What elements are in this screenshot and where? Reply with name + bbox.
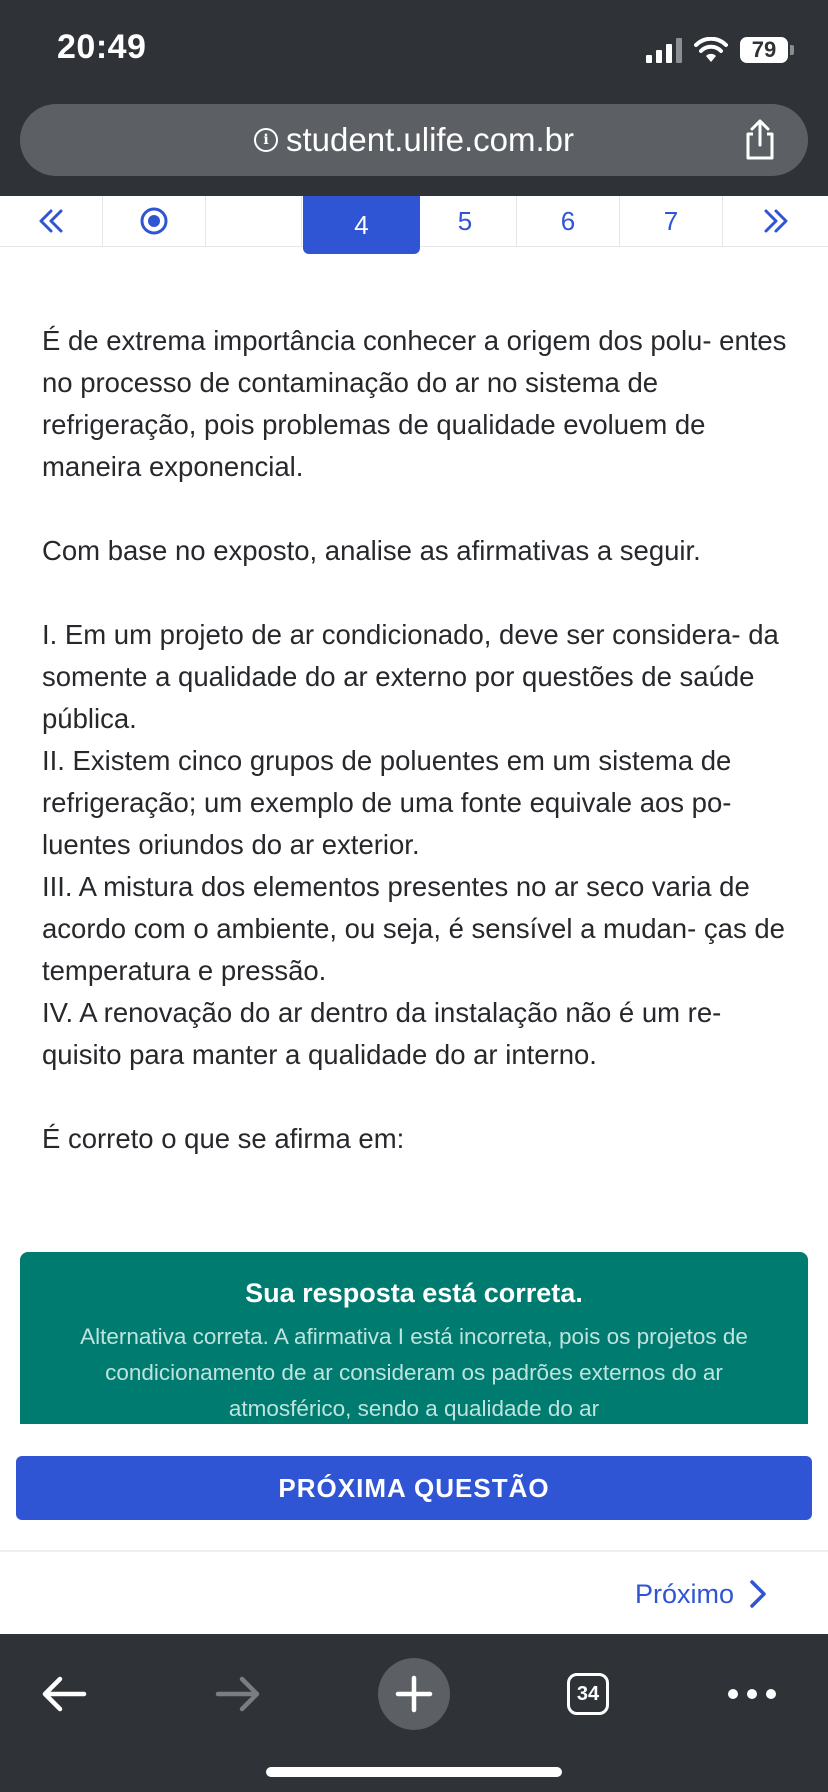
arrow-left-icon [40, 1674, 88, 1714]
double-chevron-right-icon [762, 208, 790, 234]
wifi-icon [694, 37, 728, 63]
status-icons [646, 30, 794, 70]
current-question-button[interactable] [103, 196, 206, 246]
share-icon[interactable] [740, 118, 780, 162]
tabs-count: 34 [567, 1673, 609, 1715]
next-question-button[interactable]: PRÓXIMA QUESTÃO [16, 1456, 812, 1520]
home-indicator [266, 1767, 562, 1777]
cellular-signal-icon [646, 37, 682, 63]
page-7-button[interactable]: 7 [620, 196, 723, 246]
page-4-button[interactable]: 4 [303, 196, 420, 254]
back-button[interactable] [36, 1660, 92, 1728]
feedback-text: Alternativa correta. A afirmativa I está incorreta, pois os projetos de condicionamento de ar consideram os padrões externos do ar atmosférico, sendo a qualidade do ar [80, 1324, 748, 1421]
feedback-title: Sua resposta está correta. [245, 1278, 583, 1308]
first-page-button[interactable] [0, 196, 103, 246]
next-link[interactable] [635, 1570, 768, 1618]
tabs-button[interactable] [564, 1660, 612, 1728]
double-chevron-left-icon [37, 208, 65, 234]
statement-3: III. A mistura dos elementos presentes no ar seco varia de acordo com o ambiente, ou seja, é sensível a mudan- ças de temperatura e pressão. [42, 871, 785, 986]
page-5-button[interactable]: 5 [414, 196, 517, 246]
question-intro: É de extrema importância conhecer a origem dos polu- entes no processo de contaminação do ar no sistema de refrigeração, pois problemas de qualidade evoluem de maneira exponencial. [42, 325, 787, 482]
more-dots-icon [727, 1688, 777, 1700]
chevron-right-icon [748, 1579, 768, 1609]
battery-icon [740, 37, 794, 63]
question-closing: É correto o que se afirma em: [42, 1123, 405, 1154]
forward-button[interactable] [210, 1660, 266, 1728]
last-page-button[interactable] [723, 196, 828, 246]
status-time: 20:49 [57, 28, 147, 66]
question-prompt: Com base no exposto, analise as afirmativas a seguir. [42, 535, 701, 566]
more-menu-button[interactable] [722, 1660, 782, 1728]
url-text: student.ulife.com.br [286, 121, 574, 158]
next-link-label: Próximo [634, 1578, 734, 1609]
page-6-button[interactable]: 6 [517, 196, 620, 246]
divider [0, 1550, 828, 1552]
address-bar[interactable] [20, 104, 808, 176]
statement-2: II. Existem cinco grupos de poluentes em um sistema de refrigeração; um exemplo de uma fonte equivale aos po- luentes oriundos do ar exterior. [42, 745, 732, 860]
battery-level: 79 [740, 37, 788, 63]
site-info-icon[interactable]: i [254, 128, 278, 152]
answer-feedback-card [20, 1252, 808, 1424]
browser-top-chrome [0, 0, 828, 196]
arrow-right-icon [214, 1674, 262, 1714]
statement-1: I. Em um projeto de ar condicionado, deve ser considera- da somente a qualidade do ar externo por questões de saúde pública. [42, 619, 779, 734]
question-pager [0, 196, 828, 247]
new-tab-button[interactable] [378, 1660, 450, 1728]
pager-spacer [206, 196, 302, 246]
statement-4: IV. A renovação do ar dentro da instalação não é um re- quisito para manter a qualidade do ar interno. [42, 997, 722, 1070]
question-body [42, 320, 792, 1160]
target-icon [139, 206, 169, 236]
plus-icon [395, 1675, 433, 1713]
